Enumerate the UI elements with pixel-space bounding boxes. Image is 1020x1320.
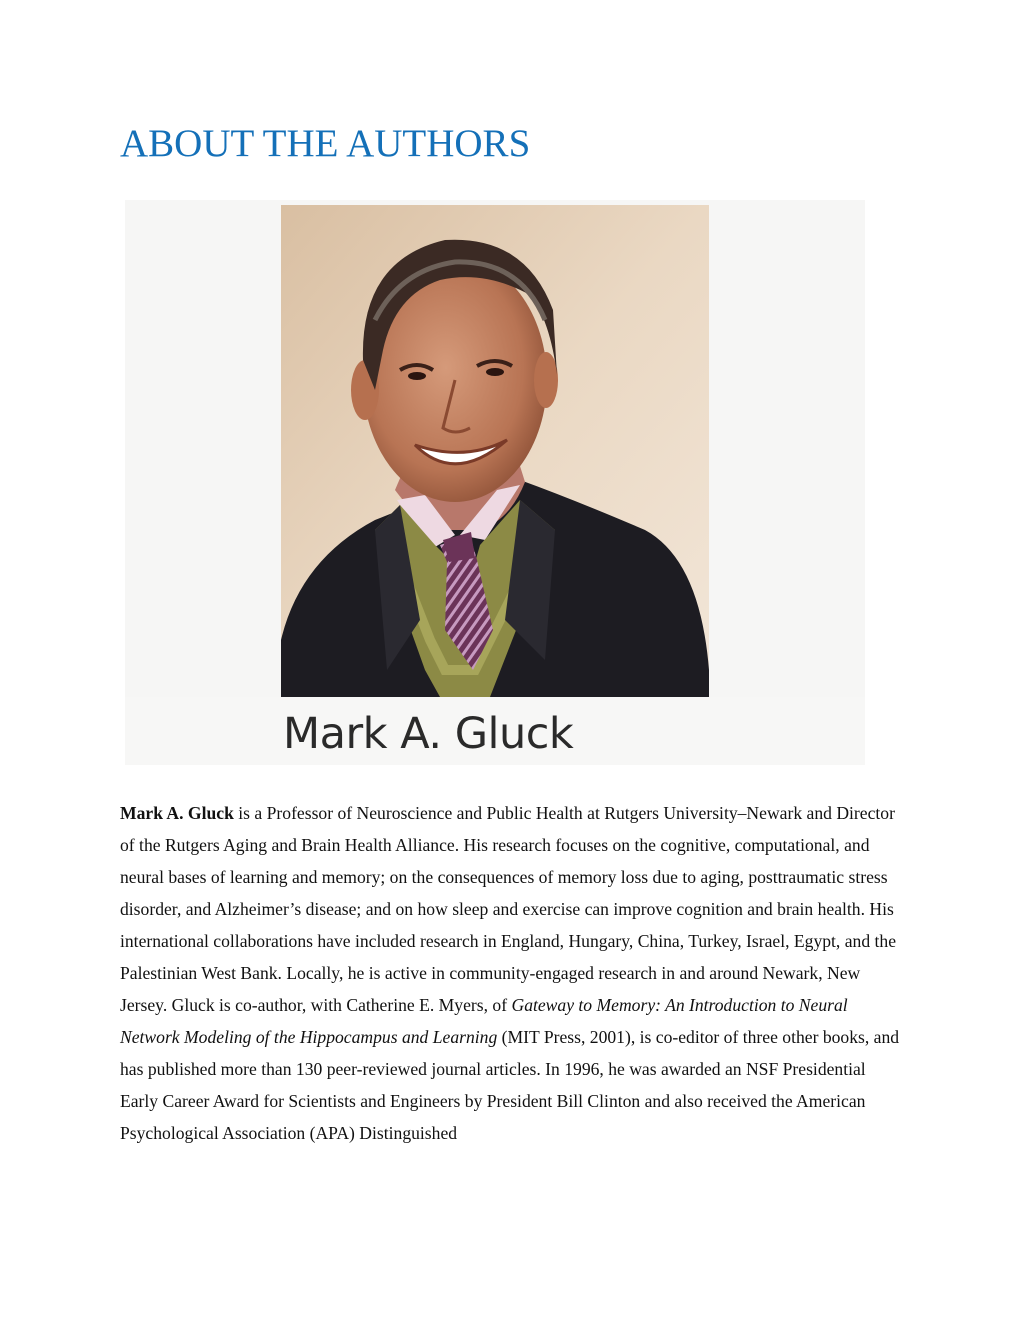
section-heading: ABOUT THE AUTHORS: [120, 122, 531, 165]
author-photo: [125, 200, 865, 765]
photo-caption: Mark A. Gluck: [283, 709, 574, 759]
author-bio-paragraph: [120, 797, 905, 1149]
bio-text-part-2: (MIT Press, 2001), is co-editor of three other books, and has published more than 130 peer-reviewed journal articles. In 1996, he was awarded an NSF Presidential Early Career Award for Scientists and Engineers by President Bill Clinton and also received the American Psychological Association (APA) Distinguished: [120, 1027, 900, 1143]
bio-text-part-1: is a Professor of Neuroscience and Public Health at Rutgers University–Newark and Director of the Rutgers Aging and Brain Health Alliance. His research focuses on the cognitive, computational, and neural bases of learning and memory; on the consequences of memory loss due to aging, posttraumatic stress disorder, and Alzheimer’s disease; and on how sleep and exercise can improve cognition and brain health. His international collaborations have included research in England, Hungary, China, Turkey, Israel, Egypt, and the Palestinian West Bank. Locally, he is active in community-engaged research in and around Newark, New Jersey. Gluck is co-author, with Catherine E. Myers, of: [120, 803, 897, 1015]
author-portrait-image: [125, 200, 865, 765]
book-title: Gateway to Memory: An Introduction to Neural Network Modeling of the Hippocampus and Learning: [120, 995, 848, 1047]
author-name: Mark A. Gluck: [120, 803, 234, 823]
